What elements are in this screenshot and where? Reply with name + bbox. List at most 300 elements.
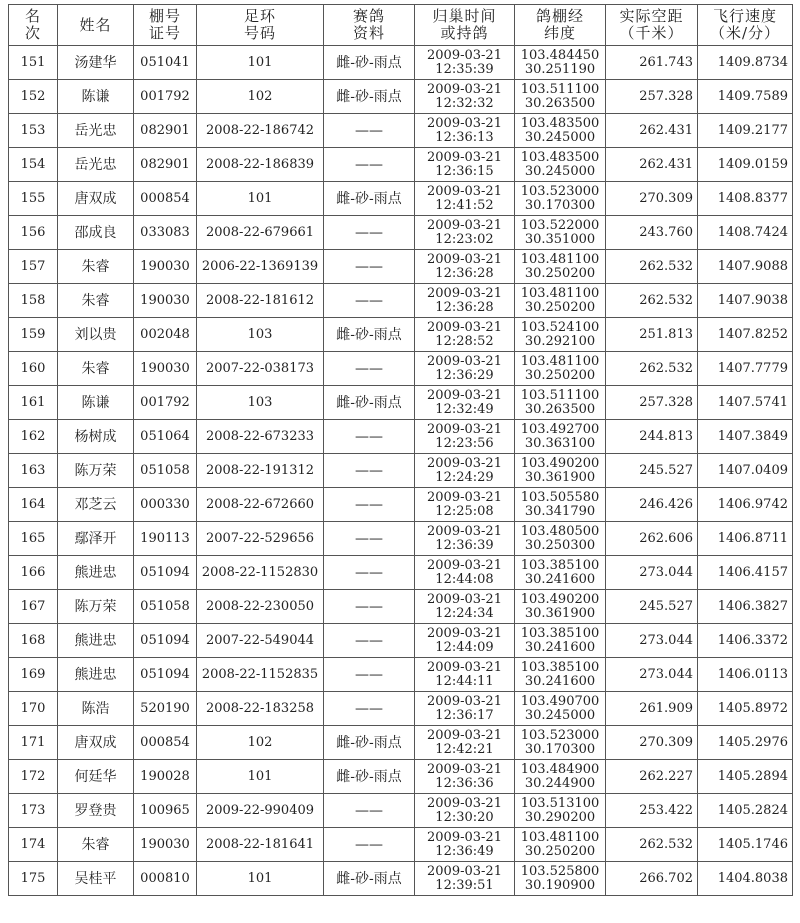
cell-time: 12:36:28 [435, 265, 494, 281]
cell-loft-id: 051058 [134, 454, 197, 488]
cell-speed: 1407.5741 [698, 386, 793, 420]
cell-rank: 169 [9, 658, 58, 692]
cell-distance: 245.527 [606, 454, 698, 488]
cell-name: 鄢泽开 [58, 522, 134, 556]
cell-coordinates [515, 386, 606, 420]
table-row [9, 522, 793, 556]
cell-arrival-time [415, 420, 515, 454]
table-row [9, 760, 793, 794]
cell-lat: 30.292100 [524, 333, 596, 349]
cell-rank: 173 [9, 794, 58, 828]
cell-rank: 164 [9, 488, 58, 522]
cell-coordinates [515, 318, 606, 352]
cell-lat: 30.241600 [524, 639, 596, 655]
cell-name: 杨树成 [58, 420, 134, 454]
cell-arrival-time [415, 114, 515, 148]
cell-pigeon-info: —— [324, 216, 415, 250]
cell-ring-number: 2009-22-990409 [197, 794, 324, 828]
cell-date: 2009-03-21 [427, 727, 502, 743]
cell-name: 唐双成 [58, 726, 134, 760]
cell-ring-number: 103 [197, 318, 324, 352]
cell-coordinates [515, 862, 606, 896]
cell-arrival-time [415, 454, 515, 488]
cell-name: 邵成良 [58, 216, 134, 250]
cell-date: 2009-03-21 [427, 489, 502, 505]
cell-lat: 30.251190 [524, 61, 596, 77]
cell-name: 吴桂平 [58, 862, 134, 896]
cell-arrival-time [415, 148, 515, 182]
header-name: 姓名 [58, 5, 134, 46]
table-row [9, 318, 793, 352]
cell-name: 陈万荣 [58, 590, 134, 624]
cell-ring-number: 2007-22-529656 [197, 522, 324, 556]
cell-pigeon-info: —— [324, 556, 415, 590]
cell-speed: 1405.2894 [698, 760, 793, 794]
cell-coordinates [515, 114, 606, 148]
header-speed: 飞行速度 （米/分） [698, 5, 793, 46]
table-row [9, 148, 793, 182]
cell-lat: 30.290200 [524, 809, 596, 825]
cell-distance: 251.813 [606, 318, 698, 352]
cell-coordinates [515, 148, 606, 182]
cell-pigeon-info: —— [324, 794, 415, 828]
cell-rank: 162 [9, 420, 58, 454]
cell-rank: 163 [9, 454, 58, 488]
cell-distance: 273.044 [606, 556, 698, 590]
cell-arrival-time [415, 522, 515, 556]
cell-rank: 159 [9, 318, 58, 352]
cell-lon: 103.522000 [520, 217, 600, 233]
cell-coordinates [515, 284, 606, 318]
cell-loft-id: 051041 [134, 46, 197, 80]
cell-distance: 246.426 [606, 488, 698, 522]
cell-lat: 30.170300 [524, 197, 596, 213]
cell-time: 12:36:39 [435, 537, 494, 553]
cell-pigeon-info: 雌-砂-雨点 [324, 182, 415, 216]
cell-pigeon-info: —— [324, 692, 415, 726]
cell-name: 陈浩 [58, 692, 134, 726]
cell-arrival-time [415, 692, 515, 726]
cell-lon: 103.511100 [520, 81, 600, 97]
cell-arrival-time [415, 318, 515, 352]
cell-lat: 30.244900 [524, 775, 596, 791]
cell-date: 2009-03-21 [427, 659, 502, 675]
cell-coordinates [515, 80, 606, 114]
cell-date: 2009-03-21 [427, 557, 502, 573]
cell-loft-id: 520190 [134, 692, 197, 726]
cell-speed: 1405.2976 [698, 726, 793, 760]
cell-ring-number: 2006-22-1369139 [197, 250, 324, 284]
cell-name: 熊进忠 [58, 624, 134, 658]
cell-lat: 30.361900 [524, 605, 596, 621]
cell-name: 熊进忠 [58, 658, 134, 692]
cell-lat: 30.351000 [524, 231, 596, 247]
cell-rank: 155 [9, 182, 58, 216]
cell-time: 12:44:09 [435, 639, 494, 655]
cell-pigeon-info: —— [324, 352, 415, 386]
cell-coordinates [515, 420, 606, 454]
cell-date: 2009-03-21 [427, 421, 502, 437]
cell-ring-number: 2008-22-191312 [197, 454, 324, 488]
cell-name: 熊进忠 [58, 556, 134, 590]
cell-date: 2009-03-21 [427, 387, 502, 403]
cell-loft-id: 002048 [134, 318, 197, 352]
cell-loft-id: 000810 [134, 862, 197, 896]
cell-ring-number: 2008-22-186742 [197, 114, 324, 148]
table-row [9, 46, 793, 80]
cell-speed: 1406.4157 [698, 556, 793, 590]
cell-pigeon-info: 雌-砂-雨点 [324, 46, 415, 80]
cell-rank: 166 [9, 556, 58, 590]
cell-lat: 30.245000 [524, 129, 596, 145]
cell-lon: 103.481100 [520, 353, 600, 369]
cell-date: 2009-03-21 [427, 81, 502, 97]
cell-ring-number: 2008-22-679661 [197, 216, 324, 250]
cell-pigeon-info: —— [324, 658, 415, 692]
cell-pigeon-info: 雌-砂-雨点 [324, 760, 415, 794]
results-body [9, 46, 793, 896]
cell-rank: 165 [9, 522, 58, 556]
cell-ring-number: 2008-22-1152830 [197, 556, 324, 590]
cell-pigeon-info: —— [324, 828, 415, 862]
cell-arrival-time [415, 250, 515, 284]
cell-ring-number: 2008-22-186839 [197, 148, 324, 182]
cell-arrival-time [415, 182, 515, 216]
cell-coordinates [515, 760, 606, 794]
cell-name: 朱睿 [58, 250, 134, 284]
cell-loft-id: 082901 [134, 114, 197, 148]
cell-time: 12:32:49 [435, 401, 494, 417]
cell-name: 陈谦 [58, 386, 134, 420]
cell-speed: 1407.3849 [698, 420, 793, 454]
cell-date: 2009-03-21 [427, 455, 502, 471]
cell-distance: 262.532 [606, 352, 698, 386]
cell-lon: 103.484900 [520, 761, 600, 777]
cell-pigeon-info: —— [324, 284, 415, 318]
cell-arrival-time [415, 760, 515, 794]
cell-loft-id: 001792 [134, 80, 197, 114]
cell-arrival-time [415, 216, 515, 250]
cell-date: 2009-03-21 [427, 47, 502, 63]
cell-arrival-time [415, 862, 515, 896]
cell-time: 12:36:36 [435, 775, 494, 791]
cell-rank: 167 [9, 590, 58, 624]
cell-rank: 152 [9, 80, 58, 114]
cell-coordinates [515, 216, 606, 250]
cell-rank: 158 [9, 284, 58, 318]
table-row [9, 726, 793, 760]
cell-distance: 270.309 [606, 182, 698, 216]
cell-arrival-time [415, 488, 515, 522]
cell-name: 汤建华 [58, 46, 134, 80]
cell-lon: 103.483500 [520, 115, 600, 131]
table-row [9, 250, 793, 284]
cell-date: 2009-03-21 [427, 795, 502, 811]
cell-lon: 103.480500 [520, 523, 600, 539]
cell-lon: 103.513100 [520, 795, 600, 811]
cell-rank: 170 [9, 692, 58, 726]
cell-arrival-time [415, 80, 515, 114]
cell-lon: 103.483500 [520, 149, 600, 165]
cell-lat: 30.241600 [524, 673, 596, 689]
cell-lat: 30.361900 [524, 469, 596, 485]
cell-coordinates [515, 794, 606, 828]
cell-loft-id: 051064 [134, 420, 197, 454]
cell-coordinates [515, 46, 606, 80]
header-ring-number: 足环 号码 [197, 5, 324, 46]
cell-arrival-time [415, 828, 515, 862]
table-row [9, 386, 793, 420]
cell-speed: 1409.2177 [698, 114, 793, 148]
cell-date: 2009-03-21 [427, 591, 502, 607]
cell-distance: 262.532 [606, 284, 698, 318]
cell-ring-number: 2008-22-672660 [197, 488, 324, 522]
cell-loft-id: 190030 [134, 828, 197, 862]
cell-pigeon-info: —— [324, 148, 415, 182]
cell-coordinates [515, 692, 606, 726]
cell-rank: 172 [9, 760, 58, 794]
cell-time: 12:44:11 [435, 673, 494, 689]
cell-ring-number: 2008-22-181612 [197, 284, 324, 318]
cell-coordinates [515, 454, 606, 488]
cell-name: 何廷华 [58, 760, 134, 794]
cell-speed: 1405.1746 [698, 828, 793, 862]
cell-lat: 30.341790 [524, 503, 596, 519]
cell-lon: 103.481100 [520, 251, 600, 267]
cell-time: 12:36:28 [435, 299, 494, 315]
cell-coordinates [515, 522, 606, 556]
cell-name: 邓芝云 [58, 488, 134, 522]
cell-ring-number: 101 [197, 760, 324, 794]
cell-coordinates [515, 828, 606, 862]
cell-rank: 171 [9, 726, 58, 760]
cell-loft-id: 082901 [134, 148, 197, 182]
cell-speed: 1405.2824 [698, 794, 793, 828]
cell-speed: 1406.3827 [698, 590, 793, 624]
cell-arrival-time [415, 352, 515, 386]
cell-ring-number: 2008-22-230050 [197, 590, 324, 624]
cell-speed: 1404.8038 [698, 862, 793, 896]
cell-loft-id: 190030 [134, 284, 197, 318]
cell-coordinates [515, 624, 606, 658]
cell-date: 2009-03-21 [427, 115, 502, 131]
cell-distance: 245.527 [606, 590, 698, 624]
cell-coordinates [515, 590, 606, 624]
cell-date: 2009-03-21 [427, 285, 502, 301]
cell-speed: 1407.7779 [698, 352, 793, 386]
cell-time: 12:36:49 [435, 843, 494, 859]
cell-rank: 174 [9, 828, 58, 862]
cell-arrival-time [415, 590, 515, 624]
cell-speed: 1407.8252 [698, 318, 793, 352]
cell-rank: 156 [9, 216, 58, 250]
cell-lat: 30.363100 [524, 435, 596, 451]
cell-name: 罗登贵 [58, 794, 134, 828]
cell-speed: 1409.7589 [698, 80, 793, 114]
cell-name: 唐双成 [58, 182, 134, 216]
race-results-table [8, 4, 793, 896]
cell-pigeon-info: 雌-砂-雨点 [324, 318, 415, 352]
cell-date: 2009-03-21 [427, 625, 502, 641]
cell-distance: 262.227 [606, 760, 698, 794]
cell-date: 2009-03-21 [427, 251, 502, 267]
cell-coordinates [515, 658, 606, 692]
cell-loft-id: 190113 [134, 522, 197, 556]
cell-arrival-time [415, 658, 515, 692]
cell-date: 2009-03-21 [427, 183, 502, 199]
cell-arrival-time [415, 284, 515, 318]
cell-rank: 151 [9, 46, 58, 80]
cell-time: 12:30:20 [435, 809, 494, 825]
cell-time: 12:28:52 [435, 333, 494, 349]
header-row [9, 5, 793, 46]
cell-ring-number: 102 [197, 80, 324, 114]
cell-name: 岳光忠 [58, 148, 134, 182]
cell-ring-number: 2007-22-549044 [197, 624, 324, 658]
cell-time: 12:24:29 [435, 469, 494, 485]
cell-lon: 103.523000 [520, 183, 600, 199]
cell-lon: 103.385100 [520, 659, 600, 675]
cell-lat: 30.245000 [524, 707, 596, 723]
cell-distance: 262.606 [606, 522, 698, 556]
cell-lon: 103.490700 [520, 693, 600, 709]
cell-coordinates [515, 250, 606, 284]
table-row [9, 216, 793, 250]
cell-loft-id: 000854 [134, 182, 197, 216]
table-row [9, 794, 793, 828]
cell-lat: 30.250200 [524, 367, 596, 383]
cell-lon: 103.385100 [520, 625, 600, 641]
cell-lat: 30.241600 [524, 571, 596, 587]
cell-time: 12:36:15 [435, 163, 494, 179]
cell-lon: 103.511100 [520, 387, 600, 403]
table-row [9, 284, 793, 318]
cell-lat: 30.263500 [524, 401, 596, 417]
table-row [9, 420, 793, 454]
cell-arrival-time [415, 726, 515, 760]
table-row [9, 692, 793, 726]
cell-rank: 160 [9, 352, 58, 386]
cell-pigeon-info: —— [324, 488, 415, 522]
table-row [9, 624, 793, 658]
cell-time: 12:23:02 [435, 231, 494, 247]
cell-time: 12:25:08 [435, 503, 494, 519]
cell-ring-number: 2008-22-181641 [197, 828, 324, 862]
cell-ring-number: 101 [197, 862, 324, 896]
cell-lat: 30.263500 [524, 95, 596, 111]
cell-ring-number: 2008-22-183258 [197, 692, 324, 726]
header-rank: 名 次 [9, 5, 58, 46]
cell-date: 2009-03-21 [427, 693, 502, 709]
cell-loft-id: 000330 [134, 488, 197, 522]
cell-pigeon-info: —— [324, 114, 415, 148]
cell-time: 12:32:32 [435, 95, 494, 111]
cell-pigeon-info: 雌-砂-雨点 [324, 726, 415, 760]
cell-distance: 244.813 [606, 420, 698, 454]
cell-distance: 261.909 [606, 692, 698, 726]
cell-rank: 153 [9, 114, 58, 148]
cell-name: 朱睿 [58, 828, 134, 862]
cell-lon: 103.524100 [520, 319, 600, 335]
cell-arrival-time [415, 794, 515, 828]
cell-loft-id: 051094 [134, 556, 197, 590]
cell-coordinates [515, 182, 606, 216]
cell-rank: 157 [9, 250, 58, 284]
cell-pigeon-info: 雌-砂-雨点 [324, 862, 415, 896]
cell-time: 12:42:21 [435, 741, 494, 757]
cell-speed: 1407.0409 [698, 454, 793, 488]
cell-speed: 1409.8734 [698, 46, 793, 80]
cell-speed: 1408.8377 [698, 182, 793, 216]
cell-loft-id: 100965 [134, 794, 197, 828]
cell-pigeon-info: —— [324, 420, 415, 454]
cell-loft-id: 051094 [134, 624, 197, 658]
cell-time: 12:36:13 [435, 129, 494, 145]
cell-lat: 30.250300 [524, 537, 596, 553]
cell-distance: 257.328 [606, 80, 698, 114]
cell-distance: 273.044 [606, 624, 698, 658]
header-pigeon-info: 赛鸽 资料 [324, 5, 415, 46]
cell-rank: 168 [9, 624, 58, 658]
cell-ring-number: 2008-22-673233 [197, 420, 324, 454]
cell-speed: 1406.3372 [698, 624, 793, 658]
cell-time: 12:39:51 [435, 877, 494, 893]
header-loft-id: 棚号 证号 [134, 5, 197, 46]
cell-lon: 103.481100 [520, 829, 600, 845]
cell-date: 2009-03-21 [427, 319, 502, 335]
table-row [9, 590, 793, 624]
cell-name: 朱睿 [58, 352, 134, 386]
cell-time: 12:23:56 [435, 435, 494, 451]
cell-coordinates [515, 556, 606, 590]
header-arrival-time: 归巢时间 或持鸽 [415, 5, 515, 46]
cell-date: 2009-03-21 [427, 523, 502, 539]
cell-lat: 30.190900 [524, 877, 596, 893]
cell-loft-id: 000854 [134, 726, 197, 760]
cell-distance: 261.743 [606, 46, 698, 80]
cell-distance: 262.532 [606, 250, 698, 284]
table-row [9, 182, 793, 216]
cell-distance: 262.431 [606, 114, 698, 148]
cell-lat: 30.170300 [524, 741, 596, 757]
cell-lon: 103.490200 [520, 455, 600, 471]
cell-speed: 1405.8972 [698, 692, 793, 726]
table-row [9, 488, 793, 522]
table-row [9, 556, 793, 590]
cell-rank: 161 [9, 386, 58, 420]
table-row [9, 828, 793, 862]
cell-pigeon-info: —— [324, 454, 415, 488]
cell-date: 2009-03-21 [427, 149, 502, 165]
cell-lon: 103.385100 [520, 557, 600, 573]
cell-name: 刘以贵 [58, 318, 134, 352]
cell-distance: 273.044 [606, 658, 698, 692]
cell-pigeon-info: —— [324, 590, 415, 624]
cell-pigeon-info: 雌-砂-雨点 [324, 386, 415, 420]
cell-ring-number: 101 [197, 182, 324, 216]
cell-arrival-time [415, 624, 515, 658]
cell-loft-id: 001792 [134, 386, 197, 420]
header-distance: 实际空距 （千米） [606, 5, 698, 46]
table-row [9, 454, 793, 488]
cell-lon: 103.484450 [520, 47, 600, 63]
cell-ring-number: 2008-22-1152835 [197, 658, 324, 692]
cell-speed: 1407.9088 [698, 250, 793, 284]
cell-loft-id: 190028 [134, 760, 197, 794]
cell-loft-id: 051094 [134, 658, 197, 692]
cell-coordinates [515, 726, 606, 760]
cell-ring-number: 102 [197, 726, 324, 760]
